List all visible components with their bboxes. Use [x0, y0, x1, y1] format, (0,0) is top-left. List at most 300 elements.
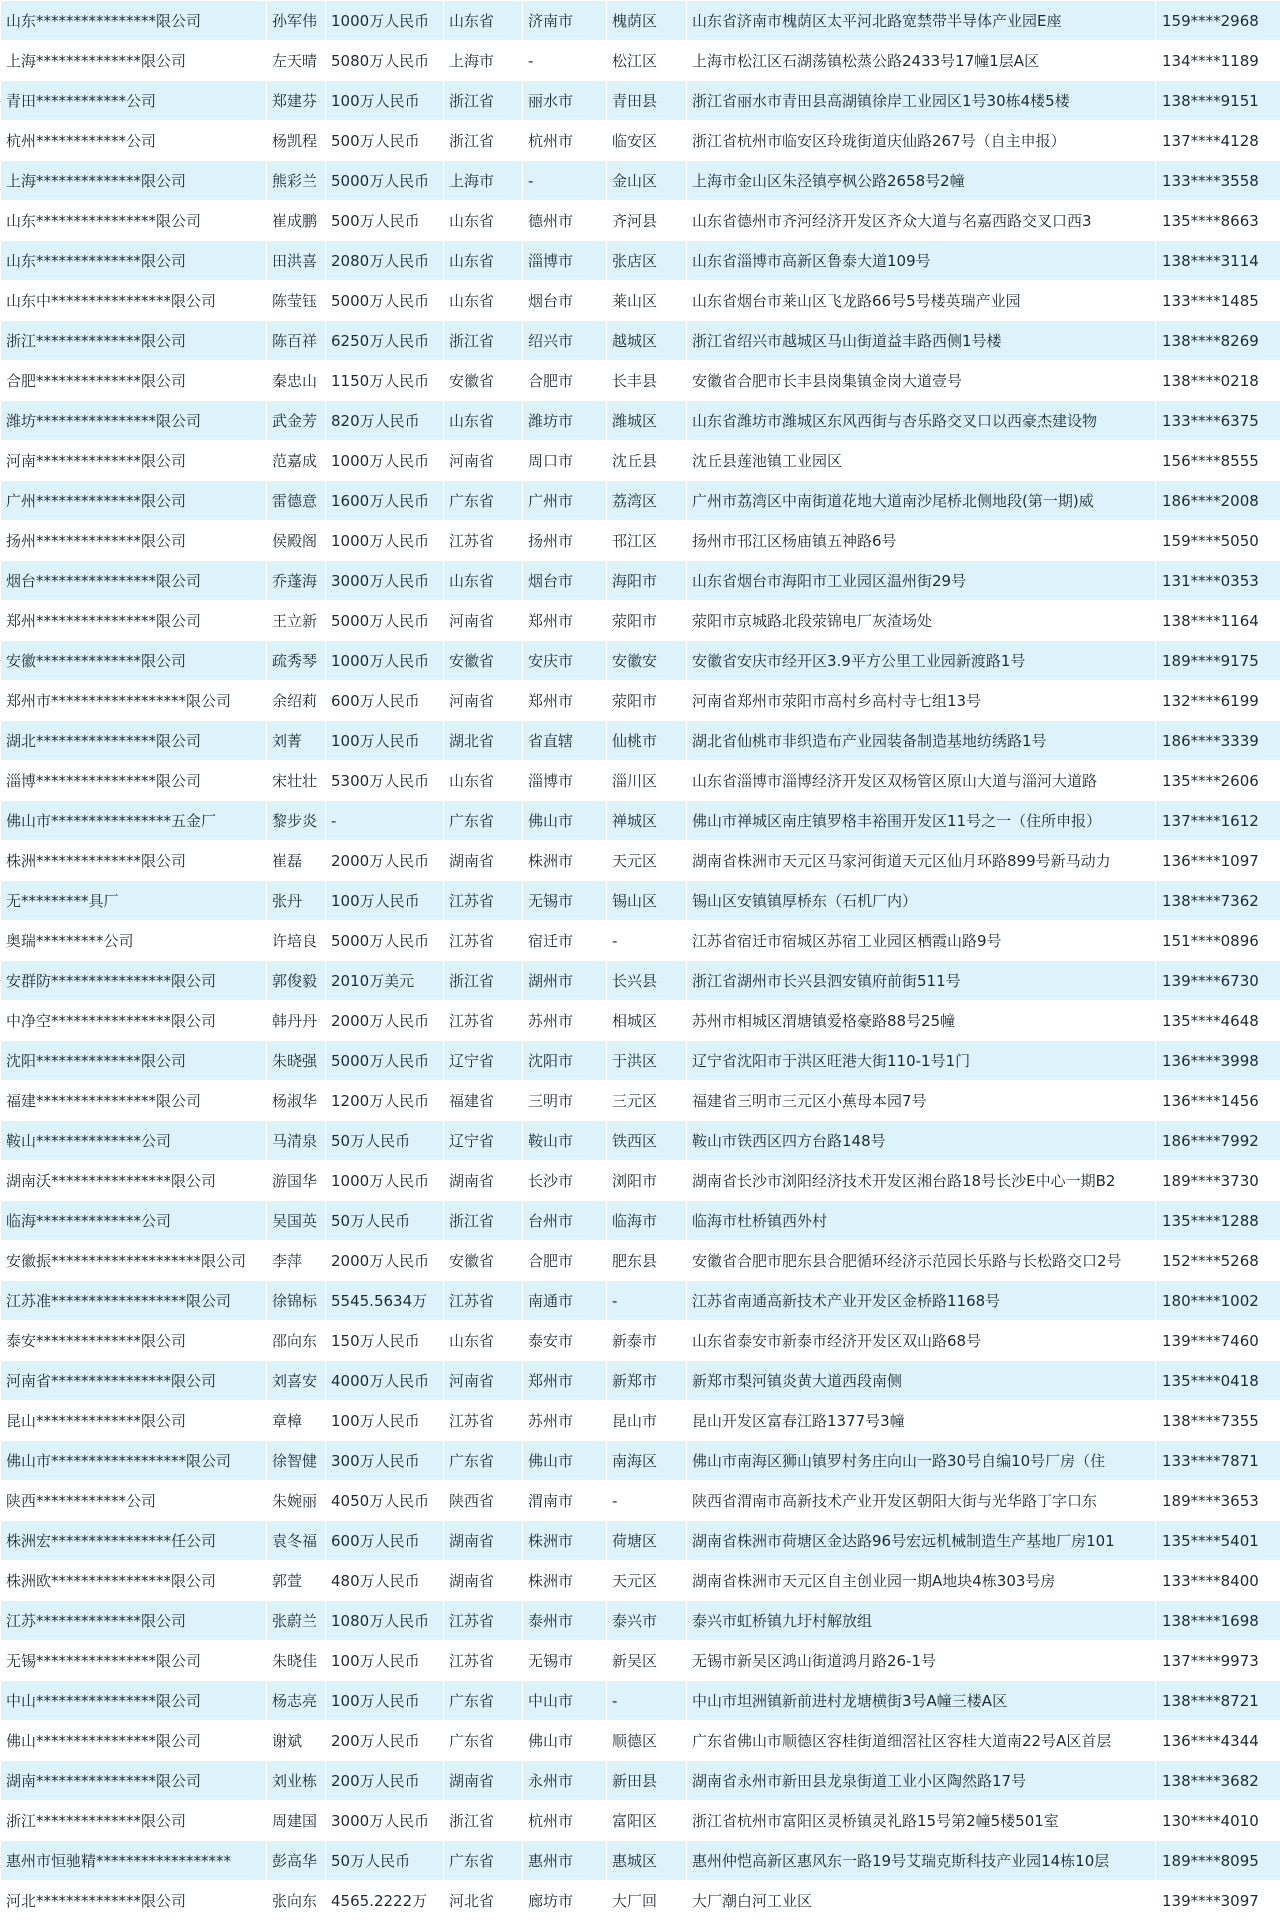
province-cell[interactable]: 江苏省: [444, 921, 523, 961]
address-cell[interactable]: 辽宁省沈阳市于洪区旺港大街110-1号1门: [687, 1041, 1156, 1081]
phone-cell[interactable]: 138****1164: [1156, 601, 1280, 641]
district-cell[interactable]: 锡山区: [607, 881, 687, 921]
address-cell[interactable]: 山东省烟台市海阳市工业园区温州街29号: [687, 561, 1156, 601]
registered-capital-cell[interactable]: 2000万人民币: [326, 1241, 444, 1281]
city-cell[interactable]: 省直辖: [523, 721, 607, 761]
registered-capital-cell[interactable]: 100万人民币: [326, 721, 444, 761]
province-cell[interactable]: 山东省: [444, 561, 523, 601]
district-cell[interactable]: 禅城区: [607, 801, 687, 841]
province-cell[interactable]: 浙江省: [444, 961, 523, 1001]
city-cell[interactable]: 绍兴市: [523, 321, 607, 361]
contact-name-cell[interactable]: 徐智健: [267, 1441, 326, 1481]
contact-name-cell[interactable]: 陈莹钰: [267, 281, 326, 321]
address-cell[interactable]: 湖南省株洲市天元区自主创业园一期A地块4栋303号房: [687, 1561, 1156, 1601]
contact-name-cell[interactable]: 杨淑华: [267, 1081, 326, 1121]
company-name-cell[interactable]: 佛山****************限公司: [1, 1721, 267, 1761]
registered-capital-cell[interactable]: 500万人民币: [326, 201, 444, 241]
company-name-cell[interactable]: 上海**************限公司: [1, 161, 267, 201]
district-cell[interactable]: 潍城区: [607, 401, 687, 441]
district-cell[interactable]: 齐河县: [607, 201, 687, 241]
district-cell[interactable]: 金山区: [607, 161, 687, 201]
company-name-cell[interactable]: 湖南****************限公司: [1, 1761, 267, 1801]
company-name-cell[interactable]: 奥瑞*********公司: [1, 921, 267, 961]
phone-cell[interactable]: 139****3097: [1156, 1881, 1280, 1921]
city-cell[interactable]: 杭州市: [523, 1801, 607, 1841]
contact-name-cell[interactable]: 乔蓬海: [267, 561, 326, 601]
company-name-cell[interactable]: 陕西************公司: [1, 1481, 267, 1521]
city-cell[interactable]: 潍坊市: [523, 401, 607, 441]
contact-name-cell[interactable]: 邵向东: [267, 1321, 326, 1361]
contact-name-cell[interactable]: 崔成鹏: [267, 201, 326, 241]
phone-cell[interactable]: 138****3682: [1156, 1761, 1280, 1801]
contact-name-cell[interactable]: 王立新: [267, 601, 326, 641]
district-cell[interactable]: 淄川区: [607, 761, 687, 801]
district-cell[interactable]: 泰兴市: [607, 1601, 687, 1641]
phone-cell[interactable]: 139****6730: [1156, 961, 1280, 1001]
province-cell[interactable]: 河南省: [444, 1361, 523, 1401]
address-cell[interactable]: 上海市松江区石湖荡镇松蒸公路2433号17幢1层A区: [687, 41, 1156, 81]
registered-capital-cell[interactable]: 5000万人民币: [326, 601, 444, 641]
district-cell[interactable]: 大厂回: [607, 1881, 687, 1921]
company-name-cell[interactable]: 安徽振********************限公司: [1, 1241, 267, 1281]
phone-cell[interactable]: 135****4648: [1156, 1001, 1280, 1041]
contact-name-cell[interactable]: 陈百祥: [267, 321, 326, 361]
province-cell[interactable]: 山东省: [444, 401, 523, 441]
city-cell[interactable]: 苏州市: [523, 1001, 607, 1041]
contact-name-cell[interactable]: 袁冬福: [267, 1521, 326, 1561]
company-name-cell[interactable]: 潍坊****************限公司: [1, 401, 267, 441]
phone-cell[interactable]: 134****1189: [1156, 41, 1280, 81]
phone-cell[interactable]: 135****2606: [1156, 761, 1280, 801]
province-cell[interactable]: 浙江省: [444, 121, 523, 161]
district-cell[interactable]: 荔湾区: [607, 481, 687, 521]
registered-capital-cell[interactable]: 200万人民币: [326, 1721, 444, 1761]
province-cell[interactable]: 安徽省: [444, 361, 523, 401]
phone-cell[interactable]: 159****5050: [1156, 521, 1280, 561]
phone-cell[interactable]: 189****9175: [1156, 641, 1280, 681]
district-cell[interactable]: -: [607, 1481, 687, 1521]
address-cell[interactable]: 陕西省渭南市高新技术产业开发区朝阳大街与光华路丁字口东: [687, 1481, 1156, 1521]
address-cell[interactable]: 山东省潍坊市潍城区东风西街与杏乐路交叉口以西豪杰建设物: [687, 401, 1156, 441]
registered-capital-cell[interactable]: 820万人民币: [326, 401, 444, 441]
address-cell[interactable]: 浙江省杭州市临安区玲珑街道庆仙路267号（自主申报）: [687, 121, 1156, 161]
phone-cell[interactable]: 139****7460: [1156, 1321, 1280, 1361]
province-cell[interactable]: 江苏省: [444, 1641, 523, 1681]
city-cell[interactable]: 淄博市: [523, 241, 607, 281]
company-name-cell[interactable]: 株洲欧****************限公司: [1, 1561, 267, 1601]
province-cell[interactable]: 安徽省: [444, 1241, 523, 1281]
phone-cell[interactable]: 133****6375: [1156, 401, 1280, 441]
registered-capital-cell[interactable]: 1150万人民币: [326, 361, 444, 401]
company-name-cell[interactable]: 河北**************限公司: [1, 1881, 267, 1921]
district-cell[interactable]: 天元区: [607, 841, 687, 881]
district-cell[interactable]: 安徽安: [607, 641, 687, 681]
province-cell[interactable]: 陕西省: [444, 1481, 523, 1521]
district-cell[interactable]: 新泰市: [607, 1321, 687, 1361]
company-name-cell[interactable]: 郑州****************限公司: [1, 601, 267, 641]
district-cell[interactable]: -: [607, 1681, 687, 1721]
province-cell[interactable]: 浙江省: [444, 321, 523, 361]
city-cell[interactable]: 无锡市: [523, 1641, 607, 1681]
registered-capital-cell[interactable]: 1000万人民币: [326, 521, 444, 561]
company-name-cell[interactable]: 株洲宏****************任公司: [1, 1521, 267, 1561]
province-cell[interactable]: 浙江省: [444, 81, 523, 121]
company-name-cell[interactable]: 江苏**************限公司: [1, 1601, 267, 1641]
province-cell[interactable]: 广东省: [444, 1441, 523, 1481]
registered-capital-cell[interactable]: 1000万人民币: [326, 1, 444, 41]
registered-capital-cell[interactable]: 5000万人民币: [326, 281, 444, 321]
registered-capital-cell[interactable]: 1000万人民币: [326, 1161, 444, 1201]
district-cell[interactable]: 富阳区: [607, 1801, 687, 1841]
province-cell[interactable]: 安徽省: [444, 641, 523, 681]
city-cell[interactable]: 烟台市: [523, 561, 607, 601]
company-name-cell[interactable]: 昆山**************限公司: [1, 1401, 267, 1441]
registered-capital-cell[interactable]: 2080万人民币: [326, 241, 444, 281]
registered-capital-cell[interactable]: 4000万人民币: [326, 1361, 444, 1401]
district-cell[interactable]: 惠城区: [607, 1841, 687, 1881]
city-cell[interactable]: 泰安市: [523, 1321, 607, 1361]
registered-capital-cell[interactable]: 100万人民币: [326, 881, 444, 921]
city-cell[interactable]: 惠州市: [523, 1841, 607, 1881]
contact-name-cell[interactable]: 崔磊: [267, 841, 326, 881]
city-cell[interactable]: 丽水市: [523, 81, 607, 121]
city-cell[interactable]: 广州市: [523, 481, 607, 521]
province-cell[interactable]: 河南省: [444, 681, 523, 721]
contact-name-cell[interactable]: 左天晴: [267, 41, 326, 81]
province-cell[interactable]: 广东省: [444, 1841, 523, 1881]
contact-name-cell[interactable]: 刘业栋: [267, 1761, 326, 1801]
company-name-cell[interactable]: 杭州************公司: [1, 121, 267, 161]
address-cell[interactable]: 河南省郑州市荥阳市高村乡高村寺七组13号: [687, 681, 1156, 721]
city-cell[interactable]: 南通市: [523, 1281, 607, 1321]
province-cell[interactable]: 河南省: [444, 601, 523, 641]
district-cell[interactable]: 三元区: [607, 1081, 687, 1121]
company-name-cell[interactable]: 佛山市****************五金厂: [1, 801, 267, 841]
phone-cell[interactable]: 136****1097: [1156, 841, 1280, 881]
contact-name-cell[interactable]: 吴国英: [267, 1201, 326, 1241]
province-cell[interactable]: 湖南省: [444, 1561, 523, 1601]
contact-name-cell[interactable]: 田洪喜: [267, 241, 326, 281]
registered-capital-cell[interactable]: 480万人民币: [326, 1561, 444, 1601]
registered-capital-cell[interactable]: 100万人民币: [326, 1641, 444, 1681]
phone-cell[interactable]: 137****1612: [1156, 801, 1280, 841]
province-cell[interactable]: 湖南省: [444, 1521, 523, 1561]
address-cell[interactable]: 山东省淄博市高新区鲁泰大道109号: [687, 241, 1156, 281]
registered-capital-cell[interactable]: 200万人民币: [326, 1761, 444, 1801]
district-cell[interactable]: 长丰县: [607, 361, 687, 401]
address-cell[interactable]: 湖南省永州市新田县龙泉街道工业小区陶然路17号: [687, 1761, 1156, 1801]
address-cell[interactable]: 山东省烟台市莱山区飞龙路66号5号楼英瑞产业园: [687, 281, 1156, 321]
city-cell[interactable]: 株洲市: [523, 1561, 607, 1601]
company-name-cell[interactable]: 扬州**************限公司: [1, 521, 267, 561]
city-cell[interactable]: 郑州市: [523, 601, 607, 641]
city-cell[interactable]: 台州市: [523, 1201, 607, 1241]
company-name-cell[interactable]: 安群防****************限公司: [1, 961, 267, 1001]
company-name-cell[interactable]: 淄博****************限公司: [1, 761, 267, 801]
district-cell[interactable]: -: [607, 921, 687, 961]
company-name-cell[interactable]: 湖北****************限公司: [1, 721, 267, 761]
contact-name-cell[interactable]: 黎步炎: [267, 801, 326, 841]
district-cell[interactable]: 长兴县: [607, 961, 687, 1001]
city-cell[interactable]: 鞍山市: [523, 1121, 607, 1161]
address-cell[interactable]: 广东省佛山市顺德区容桂街道细滘社区容桂大道南22号A区首层: [687, 1721, 1156, 1761]
phone-cell[interactable]: 136****1456: [1156, 1081, 1280, 1121]
contact-name-cell[interactable]: 郑建芬: [267, 81, 326, 121]
phone-cell[interactable]: 137****9973: [1156, 1641, 1280, 1681]
phone-cell[interactable]: 136****3998: [1156, 1041, 1280, 1081]
phone-cell[interactable]: 130****4010: [1156, 1801, 1280, 1841]
company-name-cell[interactable]: 青田************公司: [1, 81, 267, 121]
company-name-cell[interactable]: 临海**************公司: [1, 1201, 267, 1241]
city-cell[interactable]: -: [523, 41, 607, 81]
address-cell[interactable]: 江苏省南通高新技术产业开发区金桥路1168号: [687, 1281, 1156, 1321]
address-cell[interactable]: 惠州仲恺高新区惠风东一路19号艾瑞克斯科技产业园14栋10层: [687, 1841, 1156, 1881]
phone-cell[interactable]: 137****4128: [1156, 121, 1280, 161]
province-cell[interactable]: 山东省: [444, 281, 523, 321]
province-cell[interactable]: 山东省: [444, 1321, 523, 1361]
city-cell[interactable]: 株洲市: [523, 1521, 607, 1561]
district-cell[interactable]: 浏阳市: [607, 1161, 687, 1201]
city-cell[interactable]: 沈阳市: [523, 1041, 607, 1081]
province-cell[interactable]: 上海市: [444, 41, 523, 81]
company-name-cell[interactable]: 沈阳**************限公司: [1, 1041, 267, 1081]
district-cell[interactable]: 海阳市: [607, 561, 687, 601]
address-cell[interactable]: 山东省济南市槐荫区太平河北路宽禁带半导体产业园E座: [687, 1, 1156, 41]
contact-name-cell[interactable]: 朱晓强: [267, 1041, 326, 1081]
address-cell[interactable]: 上海市金山区朱泾镇亭枫公路2658号2幢: [687, 161, 1156, 201]
contact-name-cell[interactable]: 张向东: [267, 1881, 326, 1921]
city-cell[interactable]: 泰州市: [523, 1601, 607, 1641]
district-cell[interactable]: 越城区: [607, 321, 687, 361]
phone-cell[interactable]: 133****1485: [1156, 281, 1280, 321]
registered-capital-cell[interactable]: 3000万人民币: [326, 1801, 444, 1841]
phone-cell[interactable]: 138****0218: [1156, 361, 1280, 401]
phone-cell[interactable]: 135****8663: [1156, 201, 1280, 241]
contact-name-cell[interactable]: 韩丹丹: [267, 1001, 326, 1041]
company-name-cell[interactable]: 河南省****************限公司: [1, 1361, 267, 1401]
phone-cell[interactable]: 131****0353: [1156, 561, 1280, 601]
company-name-cell[interactable]: 中净空****************限公司: [1, 1001, 267, 1041]
district-cell[interactable]: 于洪区: [607, 1041, 687, 1081]
province-cell[interactable]: 广东省: [444, 1721, 523, 1761]
contact-name-cell[interactable]: 武金芳: [267, 401, 326, 441]
company-name-cell[interactable]: 江苏准******************限公司: [1, 1281, 267, 1321]
district-cell[interactable]: 张店区: [607, 241, 687, 281]
province-cell[interactable]: 江苏省: [444, 521, 523, 561]
address-cell[interactable]: 浙江省丽水市青田县高湖镇徐岸工业园区1号30栋4楼5楼: [687, 81, 1156, 121]
city-cell[interactable]: 佛山市: [523, 801, 607, 841]
city-cell[interactable]: 合肥市: [523, 1241, 607, 1281]
company-name-cell[interactable]: 山东****************限公司: [1, 1, 267, 41]
address-cell[interactable]: 锡山区安镇镇厚桥东（石机厂内）: [687, 881, 1156, 921]
district-cell[interactable]: 临海市: [607, 1201, 687, 1241]
contact-name-cell[interactable]: 宋壮壮: [267, 761, 326, 801]
city-cell[interactable]: 济南市: [523, 1, 607, 41]
contact-name-cell[interactable]: 朱晓佳: [267, 1641, 326, 1681]
phone-cell[interactable]: 132****6199: [1156, 681, 1280, 721]
phone-cell[interactable]: 186****3339: [1156, 721, 1280, 761]
city-cell[interactable]: 苏州市: [523, 1401, 607, 1441]
company-name-cell[interactable]: 河南**************限公司: [1, 441, 267, 481]
address-cell[interactable]: 山东省泰安市新泰市经济开发区双山路68号: [687, 1321, 1156, 1361]
district-cell[interactable]: 新吴区: [607, 1641, 687, 1681]
phone-cell[interactable]: 189****3653: [1156, 1481, 1280, 1521]
registered-capital-cell[interactable]: 50万人民币: [326, 1841, 444, 1881]
district-cell[interactable]: 荥阳市: [607, 601, 687, 641]
contact-name-cell[interactable]: 侯殿阁: [267, 521, 326, 561]
registered-capital-cell[interactable]: 6250万人民币: [326, 321, 444, 361]
registered-capital-cell[interactable]: 5300万人民币: [326, 761, 444, 801]
company-name-cell[interactable]: 无锡****************限公司: [1, 1641, 267, 1681]
phone-cell[interactable]: 133****8400: [1156, 1561, 1280, 1601]
registered-capital-cell[interactable]: 5545.5634万: [326, 1281, 444, 1321]
phone-cell[interactable]: 152****5268: [1156, 1241, 1280, 1281]
city-cell[interactable]: 株洲市: [523, 841, 607, 881]
contact-name-cell[interactable]: 刘喜安: [267, 1361, 326, 1401]
contact-name-cell[interactable]: 秦忠山: [267, 361, 326, 401]
registered-capital-cell[interactable]: 600万人民币: [326, 681, 444, 721]
company-name-cell[interactable]: 安徽**************限公司: [1, 641, 267, 681]
district-cell[interactable]: 松江区: [607, 41, 687, 81]
phone-cell[interactable]: 189****8095: [1156, 1841, 1280, 1881]
address-cell[interactable]: 沈丘县莲池镇工业园区: [687, 441, 1156, 481]
phone-cell[interactable]: 189****3730: [1156, 1161, 1280, 1201]
province-cell[interactable]: 江苏省: [444, 881, 523, 921]
city-cell[interactable]: 郑州市: [523, 681, 607, 721]
contact-name-cell[interactable]: 熊彩兰: [267, 161, 326, 201]
city-cell[interactable]: 安庆市: [523, 641, 607, 681]
company-name-cell[interactable]: 广州**************限公司: [1, 481, 267, 521]
district-cell[interactable]: 槐荫区: [607, 1, 687, 41]
company-name-cell[interactable]: 惠州市恒驰精******************: [1, 1841, 267, 1881]
address-cell[interactable]: 临海市杜桥镇西外村: [687, 1201, 1156, 1241]
contact-name-cell[interactable]: 马清泉: [267, 1121, 326, 1161]
phone-cell[interactable]: 135****1288: [1156, 1201, 1280, 1241]
company-name-cell[interactable]: 福建****************限公司: [1, 1081, 267, 1121]
contact-name-cell[interactable]: 周建国: [267, 1801, 326, 1841]
city-cell[interactable]: 湖州市: [523, 961, 607, 1001]
province-cell[interactable]: 江苏省: [444, 1401, 523, 1441]
company-name-cell[interactable]: 烟台****************限公司: [1, 561, 267, 601]
phone-cell[interactable]: 136****4344: [1156, 1721, 1280, 1761]
province-cell[interactable]: 河南省: [444, 441, 523, 481]
address-cell[interactable]: 福建省三明市三元区小蕉母本园7号: [687, 1081, 1156, 1121]
address-cell[interactable]: 湖南省长沙市浏阳经济技术开发区湘台路18号长沙E中心一期B2: [687, 1161, 1156, 1201]
district-cell[interactable]: 莱山区: [607, 281, 687, 321]
district-cell[interactable]: 新郑市: [607, 1361, 687, 1401]
contact-name-cell[interactable]: 余绍莉: [267, 681, 326, 721]
address-cell[interactable]: 浙江省湖州市长兴县泗安镇府前街511号: [687, 961, 1156, 1001]
district-cell[interactable]: 天元区: [607, 1561, 687, 1601]
city-cell[interactable]: 郑州市: [523, 1361, 607, 1401]
city-cell[interactable]: 中山市: [523, 1681, 607, 1721]
province-cell[interactable]: 山东省: [444, 201, 523, 241]
address-cell[interactable]: 佛山市禅城区南庄镇罗格丰裕围开发区11号之一（住所申报）: [687, 801, 1156, 841]
phone-cell[interactable]: 138****3114: [1156, 241, 1280, 281]
district-cell[interactable]: 荥阳市: [607, 681, 687, 721]
province-cell[interactable]: 江苏省: [444, 1601, 523, 1641]
company-name-cell[interactable]: 上海**************限公司: [1, 41, 267, 81]
company-name-cell[interactable]: 佛山市******************限公司: [1, 1441, 267, 1481]
district-cell[interactable]: 沈丘县: [607, 441, 687, 481]
province-cell[interactable]: 上海市: [444, 161, 523, 201]
contact-name-cell[interactable]: 杨凯程: [267, 121, 326, 161]
registered-capital-cell[interactable]: 50万人民币: [326, 1201, 444, 1241]
address-cell[interactable]: 苏州市相城区渭塘镇爱格豪路88号25幢: [687, 1001, 1156, 1041]
registered-capital-cell[interactable]: 1000万人民币: [326, 441, 444, 481]
company-name-cell[interactable]: 湖南沃****************限公司: [1, 1161, 267, 1201]
province-cell[interactable]: 湖北省: [444, 721, 523, 761]
city-cell[interactable]: 宿迁市: [523, 921, 607, 961]
district-cell[interactable]: 邗江区: [607, 521, 687, 561]
phone-cell[interactable]: 135****5401: [1156, 1521, 1280, 1561]
contact-name-cell[interactable]: 谢斌: [267, 1721, 326, 1761]
address-cell[interactable]: 湖南省株洲市天元区马家河街道天元区仙月环路899号新马动力: [687, 841, 1156, 881]
city-cell[interactable]: 无锡市: [523, 881, 607, 921]
city-cell[interactable]: 三明市: [523, 1081, 607, 1121]
district-cell[interactable]: 铁西区: [607, 1121, 687, 1161]
registered-capital-cell[interactable]: 1600万人民币: [326, 481, 444, 521]
province-cell[interactable]: 湖南省: [444, 1761, 523, 1801]
contact-name-cell[interactable]: 雷德意: [267, 481, 326, 521]
province-cell[interactable]: 辽宁省: [444, 1041, 523, 1081]
address-cell[interactable]: 佛山市南海区狮山镇罗村务庄向山一路30号自编10号厂房（住: [687, 1441, 1156, 1481]
province-cell[interactable]: 江苏省: [444, 1001, 523, 1041]
district-cell[interactable]: 临安区: [607, 121, 687, 161]
registered-capital-cell[interactable]: 100万人民币: [326, 81, 444, 121]
province-cell[interactable]: 江苏省: [444, 1281, 523, 1321]
phone-cell[interactable]: 138****8721: [1156, 1681, 1280, 1721]
contact-name-cell[interactable]: 疏秀琴: [267, 641, 326, 681]
city-cell[interactable]: 廊坊市: [523, 1881, 607, 1921]
city-cell[interactable]: 永州市: [523, 1761, 607, 1801]
district-cell[interactable]: 顺德区: [607, 1721, 687, 1761]
company-name-cell[interactable]: 浙江**************限公司: [1, 1801, 267, 1841]
contact-name-cell[interactable]: 范嘉成: [267, 441, 326, 481]
district-cell[interactable]: -: [607, 1281, 687, 1321]
district-cell[interactable]: 肥东县: [607, 1241, 687, 1281]
city-cell[interactable]: 淄博市: [523, 761, 607, 801]
province-cell[interactable]: 广东省: [444, 1681, 523, 1721]
city-cell[interactable]: 杭州市: [523, 121, 607, 161]
address-cell[interactable]: 扬州市邗江区杨庙镇五神路6号: [687, 521, 1156, 561]
address-cell[interactable]: 浙江省绍兴市越城区马山街道益丰路西侧1号楼: [687, 321, 1156, 361]
address-cell[interactable]: 安徽省合肥市长丰县岗集镇金岗大道壹号: [687, 361, 1156, 401]
contact-name-cell[interactable]: 许培良: [267, 921, 326, 961]
company-name-cell[interactable]: 山东****************限公司: [1, 201, 267, 241]
district-cell[interactable]: 昆山市: [607, 1401, 687, 1441]
phone-cell[interactable]: 186****2008: [1156, 481, 1280, 521]
registered-capital-cell[interactable]: 3000万人民币: [326, 561, 444, 601]
contact-name-cell[interactable]: 朱婉丽: [267, 1481, 326, 1521]
company-name-cell[interactable]: 山东**************限公司: [1, 241, 267, 281]
registered-capital-cell[interactable]: 1000万人民币: [326, 641, 444, 681]
address-cell[interactable]: 山东省德州市齐河经济开发区齐众大道与名嘉西路交叉口西3: [687, 201, 1156, 241]
phone-cell[interactable]: 138****8269: [1156, 321, 1280, 361]
contact-name-cell[interactable]: 徐锦标: [267, 1281, 326, 1321]
district-cell[interactable]: 相城区: [607, 1001, 687, 1041]
address-cell[interactable]: 昆山开发区富春江路1377号3幢: [687, 1401, 1156, 1441]
address-cell[interactable]: 湖南省株洲市荷塘区金达路96号宏远机械制造生产基地厂房101: [687, 1521, 1156, 1561]
contact-name-cell[interactable]: 杨志亮: [267, 1681, 326, 1721]
address-cell[interactable]: 湖北省仙桃市非织造布产业园装备制造基地纺绣路1号: [687, 721, 1156, 761]
contact-name-cell[interactable]: 游国华: [267, 1161, 326, 1201]
contact-name-cell[interactable]: 李萍: [267, 1241, 326, 1281]
registered-capital-cell[interactable]: 2000万人民币: [326, 1001, 444, 1041]
city-cell[interactable]: 佛山市: [523, 1441, 607, 1481]
province-cell[interactable]: 福建省: [444, 1081, 523, 1121]
registered-capital-cell[interactable]: 1080万人民币: [326, 1601, 444, 1641]
